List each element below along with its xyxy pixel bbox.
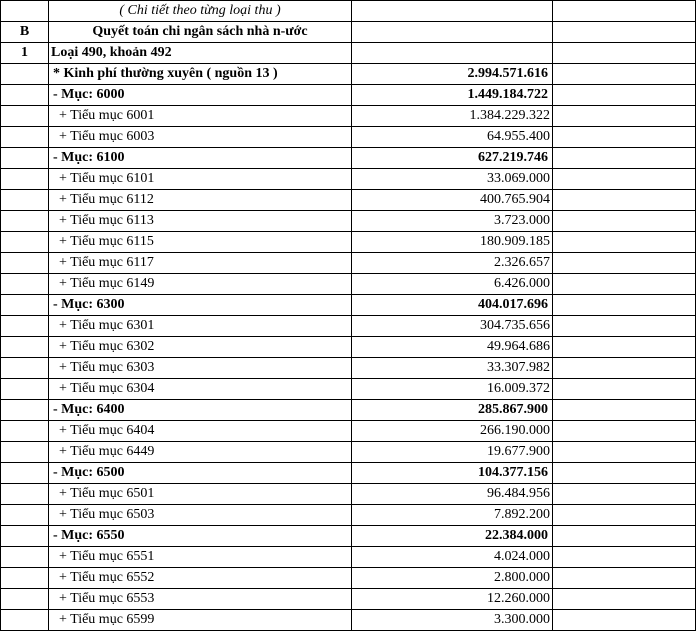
cell[interactable] bbox=[1, 463, 49, 484]
tieu-muc-label-cell[interactable]: + Tiểu mục 6112 bbox=[49, 190, 352, 211]
cell[interactable] bbox=[553, 295, 696, 316]
tieu-muc-label-cell[interactable]: + Tiểu mục 6599 bbox=[49, 610, 352, 631]
cell[interactable] bbox=[553, 43, 696, 64]
cell[interactable] bbox=[553, 526, 696, 547]
tieu-muc-value-cell[interactable]: 49.964.686 bbox=[352, 337, 553, 358]
cell[interactable] bbox=[1, 190, 49, 211]
cell[interactable] bbox=[553, 589, 696, 610]
tieu-muc-row bbox=[1, 379, 696, 400]
cell[interactable] bbox=[553, 463, 696, 484]
section-row bbox=[1, 43, 696, 64]
cell[interactable] bbox=[553, 22, 696, 43]
section-index-cell[interactable]: 1 bbox=[1, 43, 49, 64]
column-a-header[interactable]: B bbox=[1, 22, 49, 43]
tieu-muc-label-cell[interactable]: + Tiểu mục 6551 bbox=[49, 547, 352, 568]
tieu-muc-row bbox=[1, 610, 696, 631]
cell[interactable] bbox=[553, 379, 696, 400]
tieu-muc-label-cell[interactable]: + Tiểu mục 6117 bbox=[49, 253, 352, 274]
cell[interactable] bbox=[553, 169, 696, 190]
cell[interactable] bbox=[352, 1, 553, 22]
cell[interactable] bbox=[1, 127, 49, 148]
tieu-muc-row bbox=[1, 190, 696, 211]
cell[interactable] bbox=[553, 211, 696, 232]
cell[interactable] bbox=[1, 148, 49, 169]
tieu-muc-label-cell[interactable]: + Tiểu mục 6115 bbox=[49, 232, 352, 253]
cell[interactable] bbox=[1, 169, 49, 190]
cell[interactable] bbox=[352, 43, 553, 64]
muc-value-cell[interactable]: 404.017.696 bbox=[352, 295, 553, 316]
tieu-muc-row bbox=[1, 442, 696, 463]
cell[interactable] bbox=[553, 484, 696, 505]
cell[interactable] bbox=[1, 316, 49, 337]
tieu-muc-value-cell[interactable]: 4.024.000 bbox=[352, 547, 553, 568]
muc-row bbox=[1, 85, 696, 106]
cell[interactable] bbox=[1, 85, 49, 106]
tieu-muc-row bbox=[1, 505, 696, 526]
tieu-muc-value-cell[interactable]: 12.260.000 bbox=[352, 589, 553, 610]
tieu-muc-label-cell[interactable]: + Tiểu mục 6003 bbox=[49, 127, 352, 148]
cell[interactable] bbox=[553, 127, 696, 148]
muc-value-cell[interactable]: 627.219.746 bbox=[352, 148, 553, 169]
cell[interactable] bbox=[553, 316, 696, 337]
cell[interactable] bbox=[553, 505, 696, 526]
cell[interactable] bbox=[553, 337, 696, 358]
cell[interactable] bbox=[1, 211, 49, 232]
tieu-muc-row bbox=[1, 547, 696, 568]
tieu-muc-value-cell[interactable]: 64.955.400 bbox=[352, 127, 553, 148]
tieu-muc-value-cell[interactable]: 19.677.900 bbox=[352, 442, 553, 463]
muc-row bbox=[1, 400, 696, 421]
title-cell[interactable]: Quyết toán chi ngân sách nhà n-ước bbox=[49, 22, 352, 43]
cell[interactable] bbox=[1, 106, 49, 127]
cell[interactable] bbox=[1, 421, 49, 442]
cell[interactable] bbox=[1, 442, 49, 463]
cell[interactable] bbox=[1, 337, 49, 358]
tieu-muc-value-cell[interactable]: 180.909.185 bbox=[352, 232, 553, 253]
subtitle-cell[interactable]: ( Chi tiết theo từng loại thu ) bbox=[49, 1, 352, 22]
kinh-phi-value-cell[interactable]: 2.994.571.616 bbox=[352, 64, 553, 85]
tieu-muc-value-cell[interactable]: 33.307.982 bbox=[352, 358, 553, 379]
tieu-muc-row bbox=[1, 232, 696, 253]
cell[interactable] bbox=[1, 64, 49, 85]
tieu-muc-value-cell[interactable]: 3.300.000 bbox=[352, 610, 553, 631]
cell[interactable] bbox=[553, 106, 696, 127]
tieu-muc-row bbox=[1, 421, 696, 442]
muc-value-cell[interactable]: 104.377.156 bbox=[352, 463, 553, 484]
cell[interactable] bbox=[1, 568, 49, 589]
tieu-muc-label-cell[interactable]: + Tiểu mục 6503 bbox=[49, 505, 352, 526]
cell[interactable] bbox=[1, 589, 49, 610]
tieu-muc-row bbox=[1, 169, 696, 190]
tieu-muc-label-cell[interactable]: + Tiểu mục 6303 bbox=[49, 358, 352, 379]
kinh-phi-row bbox=[1, 64, 696, 85]
cell[interactable] bbox=[1, 610, 49, 631]
cell[interactable] bbox=[553, 421, 696, 442]
tieu-muc-label-cell[interactable]: + Tiểu mục 6101 bbox=[49, 169, 352, 190]
tieu-muc-value-cell[interactable]: 16.009.372 bbox=[352, 379, 553, 400]
cell[interactable] bbox=[553, 64, 696, 85]
tieu-muc-value-cell[interactable]: 33.069.000 bbox=[352, 169, 553, 190]
cell[interactable] bbox=[553, 358, 696, 379]
tieu-muc-value-cell[interactable]: 7.892.200 bbox=[352, 505, 553, 526]
cell[interactable] bbox=[352, 22, 553, 43]
cell[interactable] bbox=[1, 484, 49, 505]
tieu-muc-row bbox=[1, 568, 696, 589]
cell[interactable] bbox=[553, 85, 696, 106]
tieu-muc-value-cell[interactable]: 304.735.656 bbox=[352, 316, 553, 337]
muc-value-cell[interactable]: 285.867.900 bbox=[352, 400, 553, 421]
cell[interactable] bbox=[553, 253, 696, 274]
tieu-muc-label-cell[interactable]: + Tiểu mục 6552 bbox=[49, 568, 352, 589]
cell[interactable] bbox=[1, 274, 49, 295]
muc-label-cell[interactable]: - Mục: 6400 bbox=[49, 400, 352, 421]
cell[interactable] bbox=[553, 568, 696, 589]
section-label-cell[interactable]: Loại 490, khoản 492 bbox=[49, 43, 352, 64]
cell[interactable] bbox=[1, 400, 49, 421]
tieu-muc-row bbox=[1, 589, 696, 610]
tieu-muc-row bbox=[1, 484, 696, 505]
tieu-muc-label-cell[interactable]: + Tiểu mục 6404 bbox=[49, 421, 352, 442]
cell[interactable] bbox=[1, 358, 49, 379]
tieu-muc-row bbox=[1, 274, 696, 295]
tieu-muc-label-cell[interactable]: + Tiểu mục 6501 bbox=[49, 484, 352, 505]
tieu-muc-value-cell[interactable]: 2.326.657 bbox=[352, 253, 553, 274]
muc-row bbox=[1, 148, 696, 169]
tieu-muc-row bbox=[1, 253, 696, 274]
cell[interactable] bbox=[553, 610, 696, 631]
tieu-muc-label-cell[interactable]: + Tiểu mục 6304 bbox=[49, 379, 352, 400]
tieu-muc-label-cell[interactable]: + Tiểu mục 6001 bbox=[49, 106, 352, 127]
cell[interactable] bbox=[553, 148, 696, 169]
muc-label-cell[interactable]: - Mục: 6100 bbox=[49, 148, 352, 169]
muc-row bbox=[1, 463, 696, 484]
cell[interactable] bbox=[553, 400, 696, 421]
tieu-muc-value-cell[interactable]: 2.800.000 bbox=[352, 568, 553, 589]
tieu-muc-value-cell[interactable]: 1.384.229.322 bbox=[352, 106, 553, 127]
tieu-muc-label-cell[interactable]: + Tiểu mục 6301 bbox=[49, 316, 352, 337]
cell[interactable] bbox=[553, 232, 696, 253]
tieu-muc-label-cell[interactable]: + Tiểu mục 6449 bbox=[49, 442, 352, 463]
tieu-muc-value-cell[interactable]: 400.765.904 bbox=[352, 190, 553, 211]
muc-label-cell[interactable]: - Mục: 6000 bbox=[49, 85, 352, 106]
subtitle-row bbox=[1, 1, 696, 22]
muc-value-cell[interactable]: 1.449.184.722 bbox=[352, 85, 553, 106]
tieu-muc-row bbox=[1, 211, 696, 232]
tieu-muc-row bbox=[1, 316, 696, 337]
cell[interactable] bbox=[1, 505, 49, 526]
tieu-muc-value-cell[interactable]: 96.484.956 bbox=[352, 484, 553, 505]
cell[interactable] bbox=[553, 442, 696, 463]
cell[interactable] bbox=[1, 1, 49, 22]
tieu-muc-value-cell[interactable]: 6.426.000 bbox=[352, 274, 553, 295]
tieu-muc-row bbox=[1, 337, 696, 358]
tieu-muc-label-cell[interactable]: + Tiểu mục 6553 bbox=[49, 589, 352, 610]
muc-label-cell[interactable]: - Mục: 6500 bbox=[49, 463, 352, 484]
tieu-muc-row bbox=[1, 358, 696, 379]
cell[interactable] bbox=[1, 526, 49, 547]
cell[interactable] bbox=[1, 295, 49, 316]
cell[interactable] bbox=[1, 232, 49, 253]
tieu-muc-row bbox=[1, 106, 696, 127]
cell[interactable] bbox=[553, 1, 696, 22]
tieu-muc-label-cell[interactable]: + Tiểu mục 6113 bbox=[49, 211, 352, 232]
muc-row bbox=[1, 295, 696, 316]
muc-row bbox=[1, 526, 696, 547]
tieu-muc-label-cell[interactable]: + Tiểu mục 6302 bbox=[49, 337, 352, 358]
kinh-phi-label-cell[interactable]: * Kinh phí thường xuyên ( nguồn 13 ) bbox=[49, 64, 352, 85]
muc-label-cell[interactable]: - Mục: 6550 bbox=[49, 526, 352, 547]
tieu-muc-value-cell[interactable]: 3.723.000 bbox=[352, 211, 553, 232]
cell[interactable] bbox=[1, 547, 49, 568]
cell[interactable] bbox=[553, 274, 696, 295]
tieu-muc-label-cell[interactable]: + Tiểu mục 6149 bbox=[49, 274, 352, 295]
muc-label-cell[interactable]: - Mục: 6300 bbox=[49, 295, 352, 316]
tieu-muc-row bbox=[1, 127, 696, 148]
cell[interactable] bbox=[553, 547, 696, 568]
cell[interactable] bbox=[553, 190, 696, 211]
tieu-muc-value-cell[interactable]: 266.190.000 bbox=[352, 421, 553, 442]
muc-value-cell[interactable]: 22.384.000 bbox=[352, 526, 553, 547]
cell[interactable] bbox=[1, 379, 49, 400]
cell[interactable] bbox=[1, 253, 49, 274]
header-row bbox=[1, 22, 696, 43]
